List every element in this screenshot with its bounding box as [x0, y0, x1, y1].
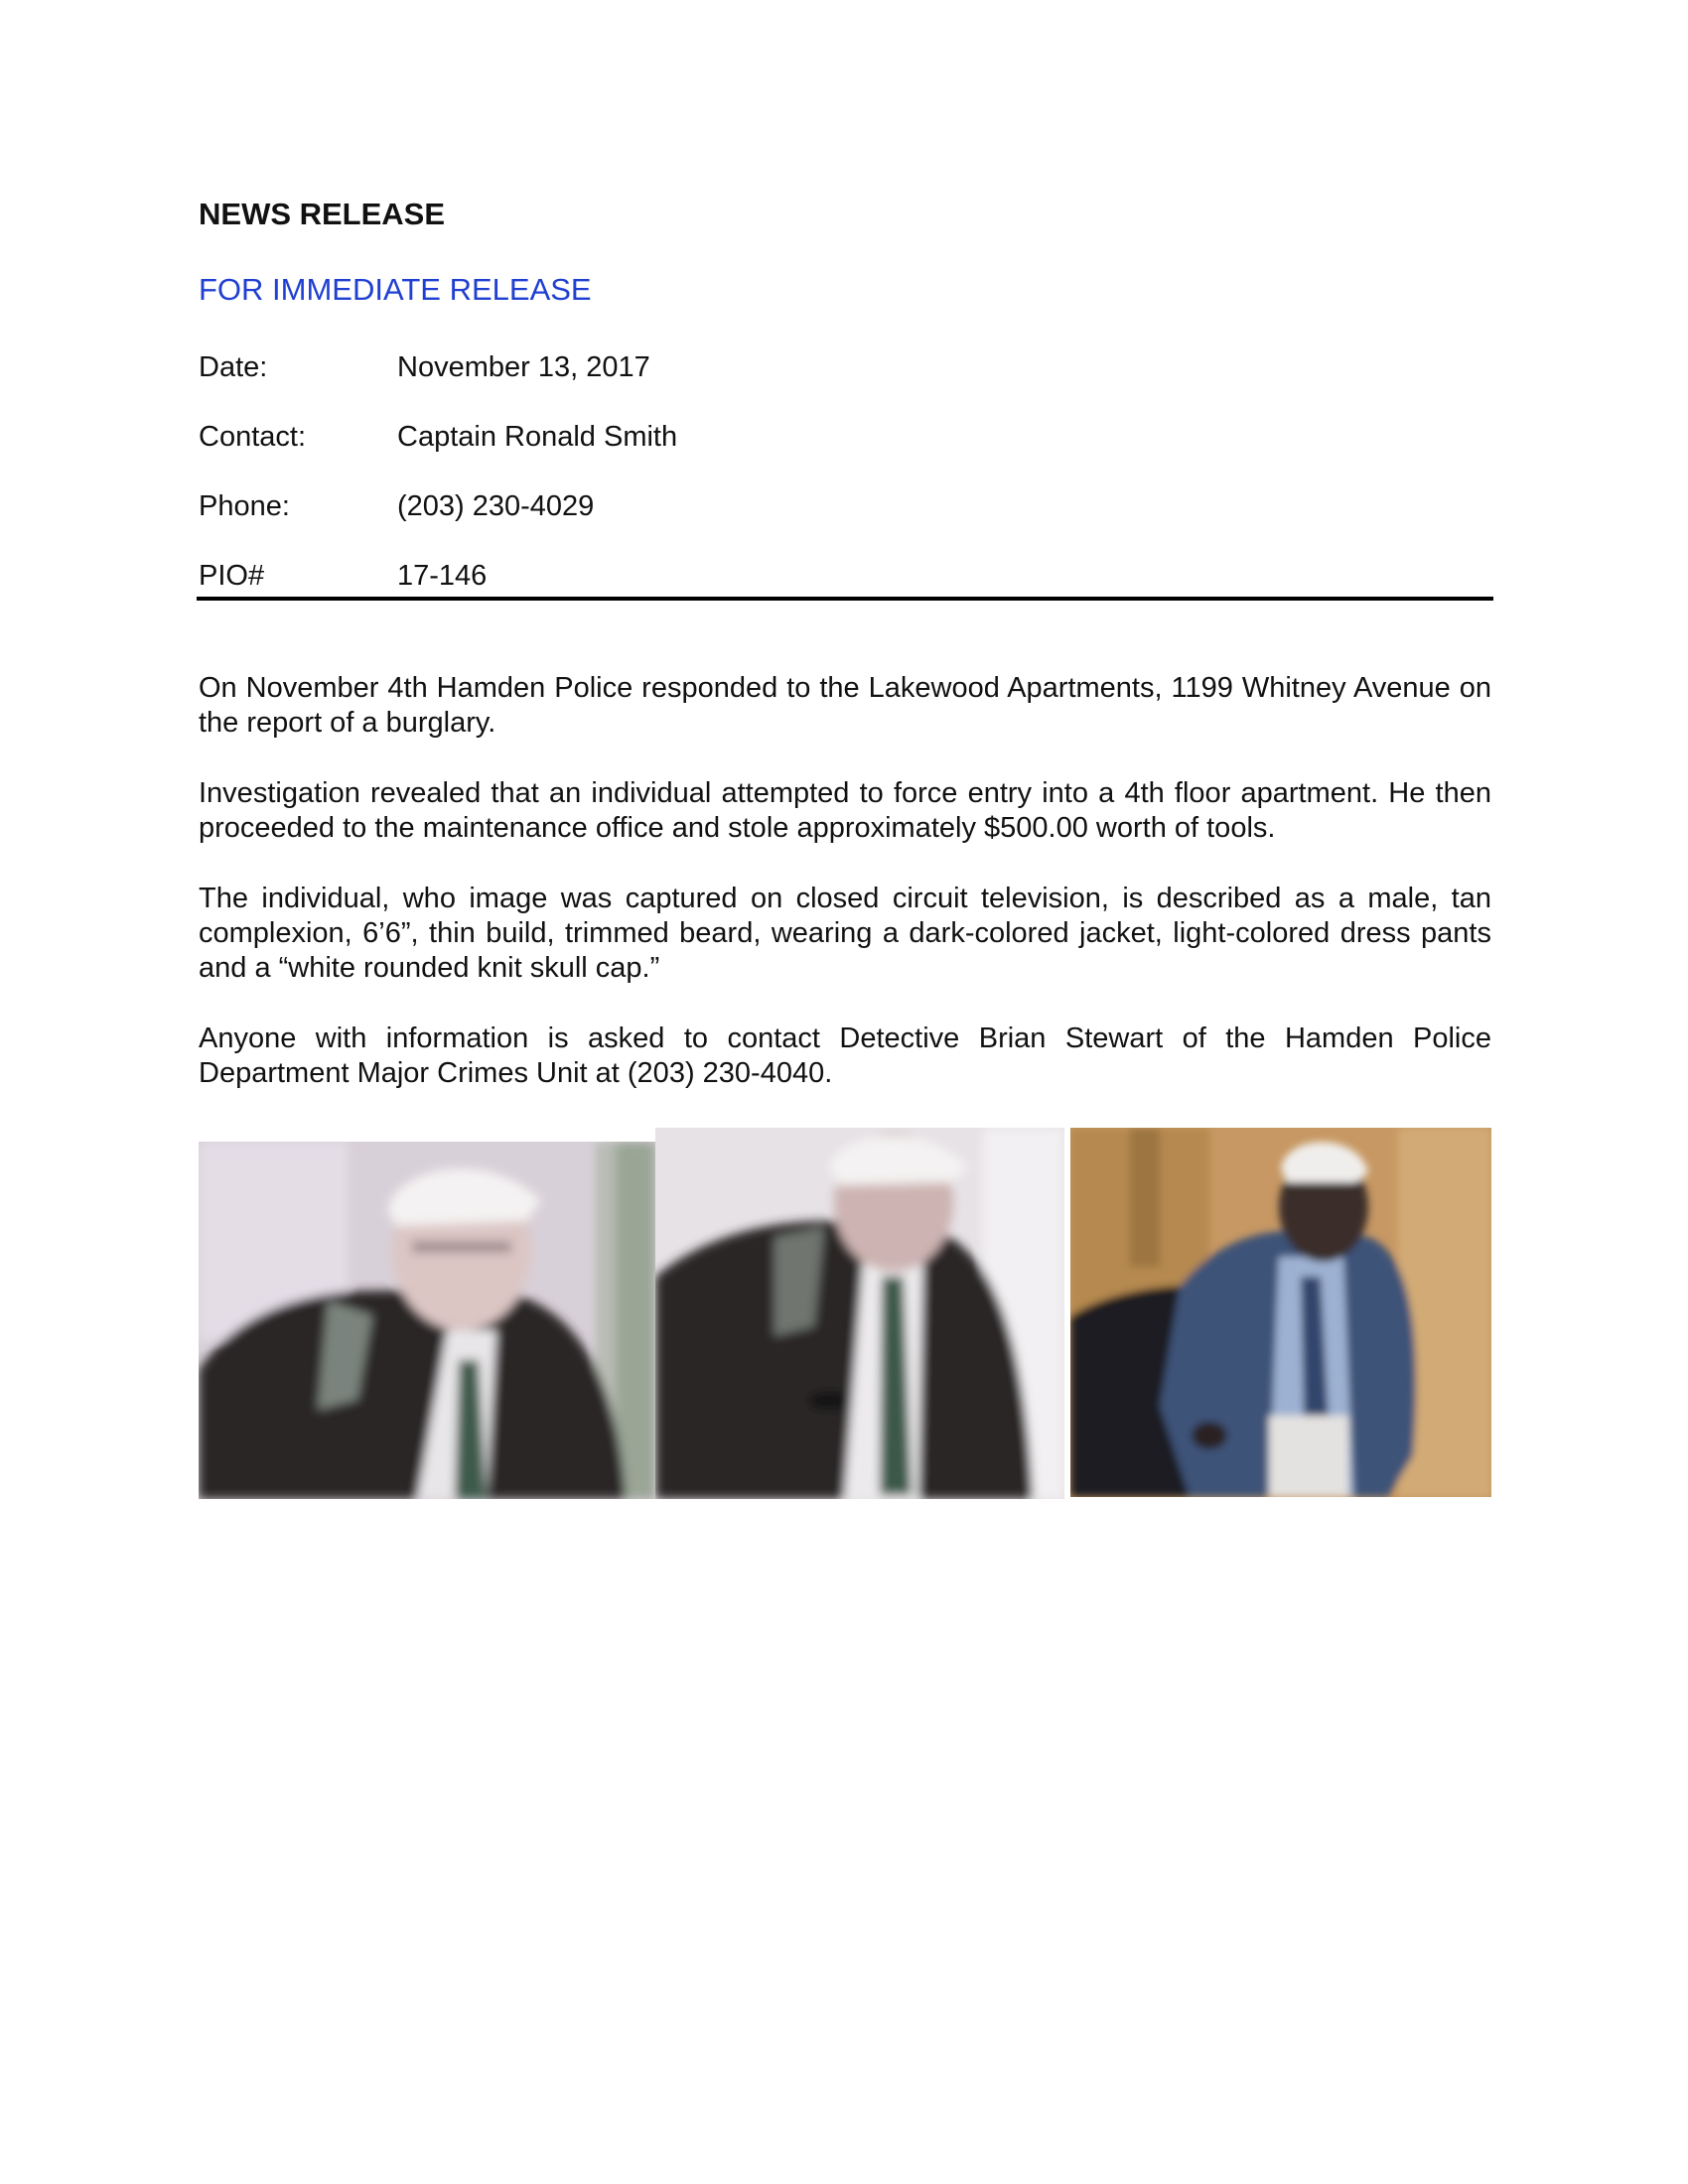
contact-value: Captain Ronald Smith — [397, 421, 678, 453]
body-paragraph: Investigation revealed that an individual attempted to force entry into a 4th floor apartment. He then proceeded to the maintenance office and stole approximately $500.00 worth of tools. — [199, 777, 1491, 844]
body-paragraph: On November 4th Hamden Police responded to the Lakewood Apartments, 1199 Whitney Avenue on the report of a burglary. — [199, 672, 1491, 739]
cctv-photo-2 — [655, 1128, 1064, 1499]
cctv-photo-1 — [199, 1142, 655, 1499]
header-divider — [197, 597, 1493, 601]
body-paragraph: The individual, who image was captured on closed circuit television, is described as a male, tan complexion, 6’6”, thin build, trimmed beard, wearing a dark-colored jacket, light-colored dress pants and a “white rounded knit skull cap.” — [199, 883, 1491, 984]
body-paragraph: Anyone with information is asked to contact Detective Brian Stewart of the Hamden Police Department Major Crimes Unit at (203) 230-4040. — [199, 1023, 1491, 1089]
date-label: Date: — [199, 351, 268, 383]
date-value: November 13, 2017 — [397, 351, 650, 383]
page-title: NEWS RELEASE — [199, 197, 446, 231]
phone-label: Phone: — [199, 490, 290, 522]
pio-value: 17-146 — [397, 560, 488, 592]
pio-label: PIO# — [199, 560, 265, 592]
phone-value: (203) 230-4029 — [397, 490, 595, 522]
contact-label: Contact: — [199, 421, 306, 453]
release-line: FOR IMMEDIATE RELEASE — [199, 272, 592, 307]
cctv-photo-3 — [1070, 1128, 1491, 1497]
